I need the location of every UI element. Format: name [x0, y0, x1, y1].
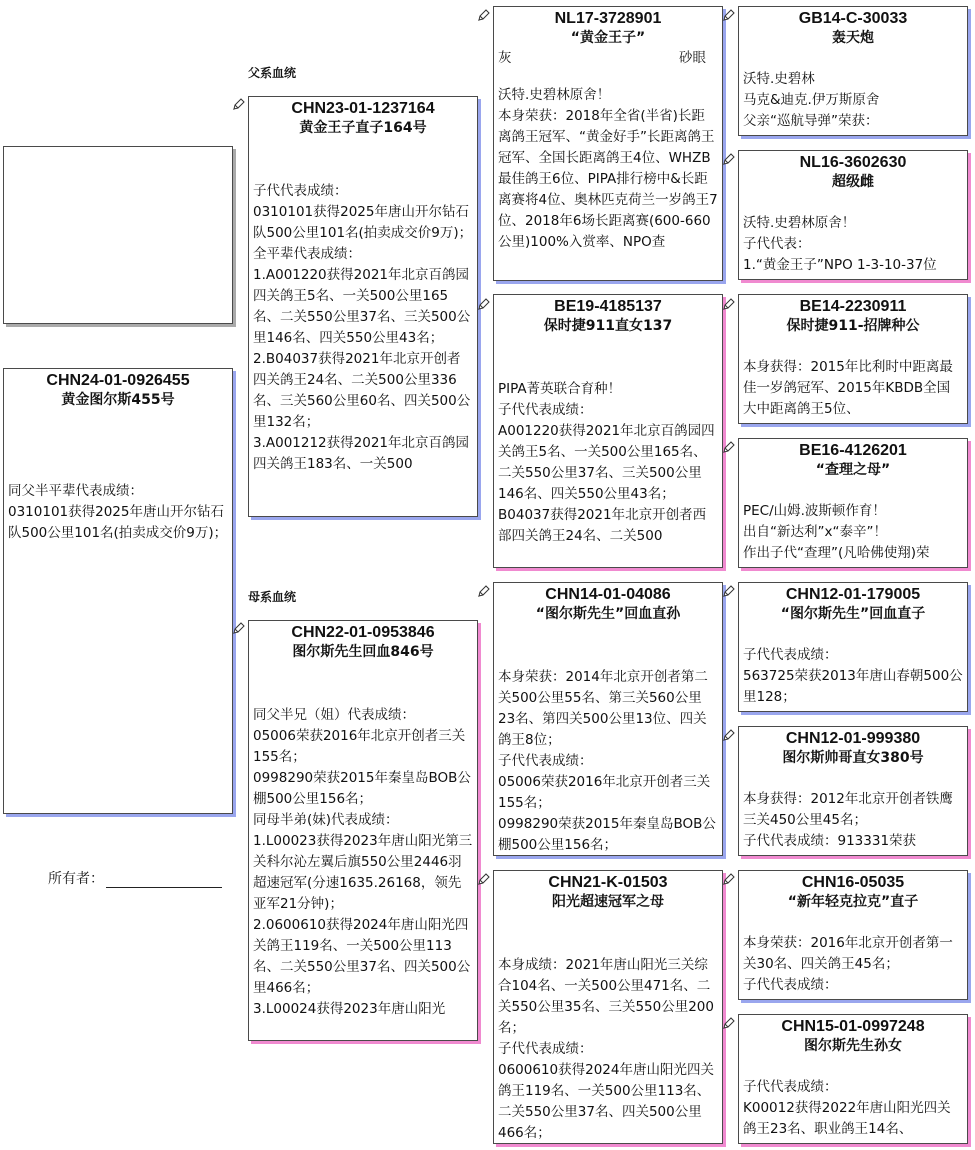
edit-pen-icon[interactable]: [722, 8, 736, 22]
sdd-notes: PEC/山姆.波斯顿作育！ 出自“新达利”x“泰辛”！ 作出子代“查理”(凡哈佛使翔)荣: [743, 503, 930, 561]
edit-pen-icon[interactable]: [722, 872, 736, 886]
edit-pen-icon[interactable]: [722, 728, 736, 742]
ssd-notes: 沃特.史碧林原舍！ 子代代表： 1.“黄金王子”NPO 1-3-10-37位: [743, 215, 937, 273]
dds-name: “新年轻克拉克”直子: [787, 894, 919, 910]
ds-name: “图尔斯先生”回血直孙: [535, 606, 681, 622]
sds-name: 保时捷911-招牌种公: [786, 318, 920, 334]
sds-ring: BE14-2230911: [799, 298, 907, 315]
edit-pen-icon[interactable]: [722, 152, 736, 166]
edit-pen-icon[interactable]: [477, 584, 491, 598]
edit-pen-icon[interactable]: [232, 97, 246, 111]
owner-field[interactable]: [48, 868, 222, 888]
ss-color: 灰: [498, 50, 512, 66]
edit-pen-icon[interactable]: [722, 1016, 736, 1030]
sire-card[interactable]: [248, 96, 478, 517]
dam-card[interactable]: [248, 620, 478, 1041]
sd-name: 保时捷911直女137: [543, 318, 673, 334]
ddd-name: 图尔斯先生孙女: [804, 1038, 902, 1054]
sss-notes: 沃特.史碧林 马克&迪克.伊万斯原舍 父亲“巡航导弹”荣获：: [743, 71, 880, 129]
ddd-card[interactable]: [738, 1014, 968, 1144]
dam-ring: CHN22-01-0953846: [291, 624, 435, 641]
ss-ring: NL17-3728901: [554, 10, 662, 27]
subject-notes: 同父半平辈代表成绩： 0310101获得2025年唐山开尔钻石队500公里101名(拍卖成交价9万)；: [8, 483, 228, 541]
ddd-notes: 子代代表成绩： K00012获得2022年唐山阳光四关鸽王23名、职业鸽王14名、: [743, 1079, 951, 1137]
dam-line-label: 母系血统: [248, 590, 297, 604]
dds-notes: 本身荣获：2016年北京开创者第一关30名、四关鸽王45名； 子代代表成绩：: [743, 935, 953, 993]
sss-ring: GB14-C-30033: [798, 10, 908, 27]
sdd-ring: BE16-4126201: [799, 442, 907, 459]
owner-line: [106, 873, 222, 888]
dam-sire-card[interactable]: [493, 582, 723, 856]
sd-notes: PIPA菁英联合育种！ 子代代表成绩： A001220获得2021年北京百鸽园四关鸽王5名、一关500公里165名、二关550公里37名、三关500公里146名、四关550公里43名； B04037获得2021年北京开创者西部四关鸽王24名、二关500: [498, 381, 715, 544]
sss-name: 轰天炮: [832, 30, 874, 46]
sire-notes: 子代代表成绩： 0310101获得2025年唐山开尔钻石队500公里101名(拍卖成交价9万)； 全平辈代表成绩： 1.A001220获得2021年北京百鸽园四关鸽王5名、一关500公里165名、二关550公里37名、三关500公里146名、四关550公里43名； 2.B04037获得2021年北京开创者四关鸽王24名、二关500公里336名、三关560公里60名、四关500公里132名； 3.A001212获得2021年北京百鸽园四关鸽王183名、一关500: [253, 183, 473, 472]
dss-ring: CHN12-01-179005: [785, 586, 921, 603]
sire-name: 黄金王子直子164号: [299, 120, 427, 136]
dd-notes: 本身成绩：2021年唐山阳光三关综合104名、一关500公里471名、二关550公里35名、三关550公里200名； 子代代表成绩： 0600610获得2024年唐山阳光四关鸽王119名、一关500公里113名、二关550公里37名、四关500公里466名；: [498, 957, 714, 1141]
sds-card[interactable]: [738, 294, 968, 424]
dds-ring: CHN16-05035: [801, 874, 905, 891]
ddd-ring: CHN15-01-0997248: [781, 1018, 925, 1035]
edit-pen-icon[interactable]: [722, 584, 736, 598]
sss-card[interactable]: [738, 6, 968, 136]
dd-ring: CHN21-K-01503: [548, 874, 668, 891]
dss-card[interactable]: [738, 582, 968, 712]
edit-pen-icon[interactable]: [477, 872, 491, 886]
sdd-card[interactable]: [738, 438, 968, 568]
dam-notes: 同父半兄（姐）代表成绩： 05006荣获2016年北京开创者三关155名； 0998290荣获2015年秦皇岛BOB公棚500公里156名； 同母半弟(妹)代表成绩： 1.L00023获得2023年唐山阳光第三关科尔沁左翼后旗550公里2446羽超速冠军(分速1635.26168，领先亚军21分钟)； 2.0600610获得2024年唐山阳光四关鸽王119名、一关500公里113名、二关550公里37名、四关500公里466名； 3.L00024获得2023年唐山阳光: [253, 707, 473, 1017]
edit-pen-icon[interactable]: [232, 621, 246, 635]
photo-frame: [3, 146, 233, 324]
edit-pen-icon[interactable]: [477, 297, 491, 311]
dss-name: “图尔斯先生”回血直子: [780, 606, 926, 622]
sdd-name: “查理之母”: [815, 462, 891, 478]
dds-card[interactable]: [738, 870, 968, 1000]
ssd-ring: NL16-3602630: [799, 154, 907, 171]
ss-eye: 砂眼: [679, 50, 706, 66]
sd-ring: BE19-4185137: [554, 298, 662, 315]
ss-name: “黄金王子”: [570, 30, 646, 46]
edit-pen-icon[interactable]: [477, 8, 491, 22]
dsd-name: 图尔斯帅哥直女380号: [782, 750, 924, 766]
dss-notes: 子代代表成绩： 563725荣获2013年唐山春朝500公里128；: [743, 647, 963, 705]
sire-dam-card[interactable]: [493, 294, 723, 568]
sire-ring: CHN23-01-1237164: [291, 100, 435, 117]
sire-line-label: 父系血统: [248, 66, 297, 80]
owner-label: 所有者：: [48, 871, 104, 887]
subject-ring: CHN24-01-0926455: [46, 372, 190, 389]
subject-name: 黄金图尔斯455号: [61, 392, 175, 408]
dsd-card[interactable]: [738, 726, 968, 856]
sds-notes: 本身获得：2015年比利时中距离最佳一岁鸽冠军、2015年KBDB全国大中距离鸽王5位、: [743, 359, 953, 417]
ssd-card[interactable]: [738, 150, 968, 280]
subject-card[interactable]: [3, 368, 233, 814]
dam-dam-card[interactable]: [493, 870, 723, 1144]
dsd-notes: 本身获得：2012年北京开创者铁鹰三关450公里45名； 子代代表成绩：913331荣获: [743, 791, 953, 849]
ss-notes: 沃特.史碧林原舍！ 本身荣获：2018年全省(半省)长距离鸽王冠军、“黄金好手”长距离鸽王冠军、全国长距离鸽王4位、WHZB最佳鸽王6位、PIPA排行榜中&长距离赛将4位、奥林匹克荷兰一岁鸽王7位、2018年6场长距离赛(600-660公里)100%入赏率、NPO查: [498, 87, 718, 250]
sire-sire-card[interactable]: [493, 6, 723, 281]
dd-name: 阳光超速冠军之母: [552, 894, 664, 910]
edit-pen-icon[interactable]: [722, 440, 736, 454]
dsd-ring: CHN12-01-999380: [785, 730, 921, 747]
edit-pen-icon[interactable]: [722, 297, 736, 311]
ds-notes: 本身荣获：2014年北京开创者第二关500公里55名、第三关560公里23名、第四关500公里13位、四关鸽王8位； 子代代表成绩： 05006荣获2016年北京开创者三关155名； 0998290荣获2015年秦皇岛BOB公棚500公里156名；: [498, 669, 716, 853]
ds-ring: CHN14-01-04086: [545, 586, 671, 603]
dam-name: 图尔斯先生回血846号: [292, 644, 434, 660]
ssd-name: 超级雌: [832, 174, 874, 190]
